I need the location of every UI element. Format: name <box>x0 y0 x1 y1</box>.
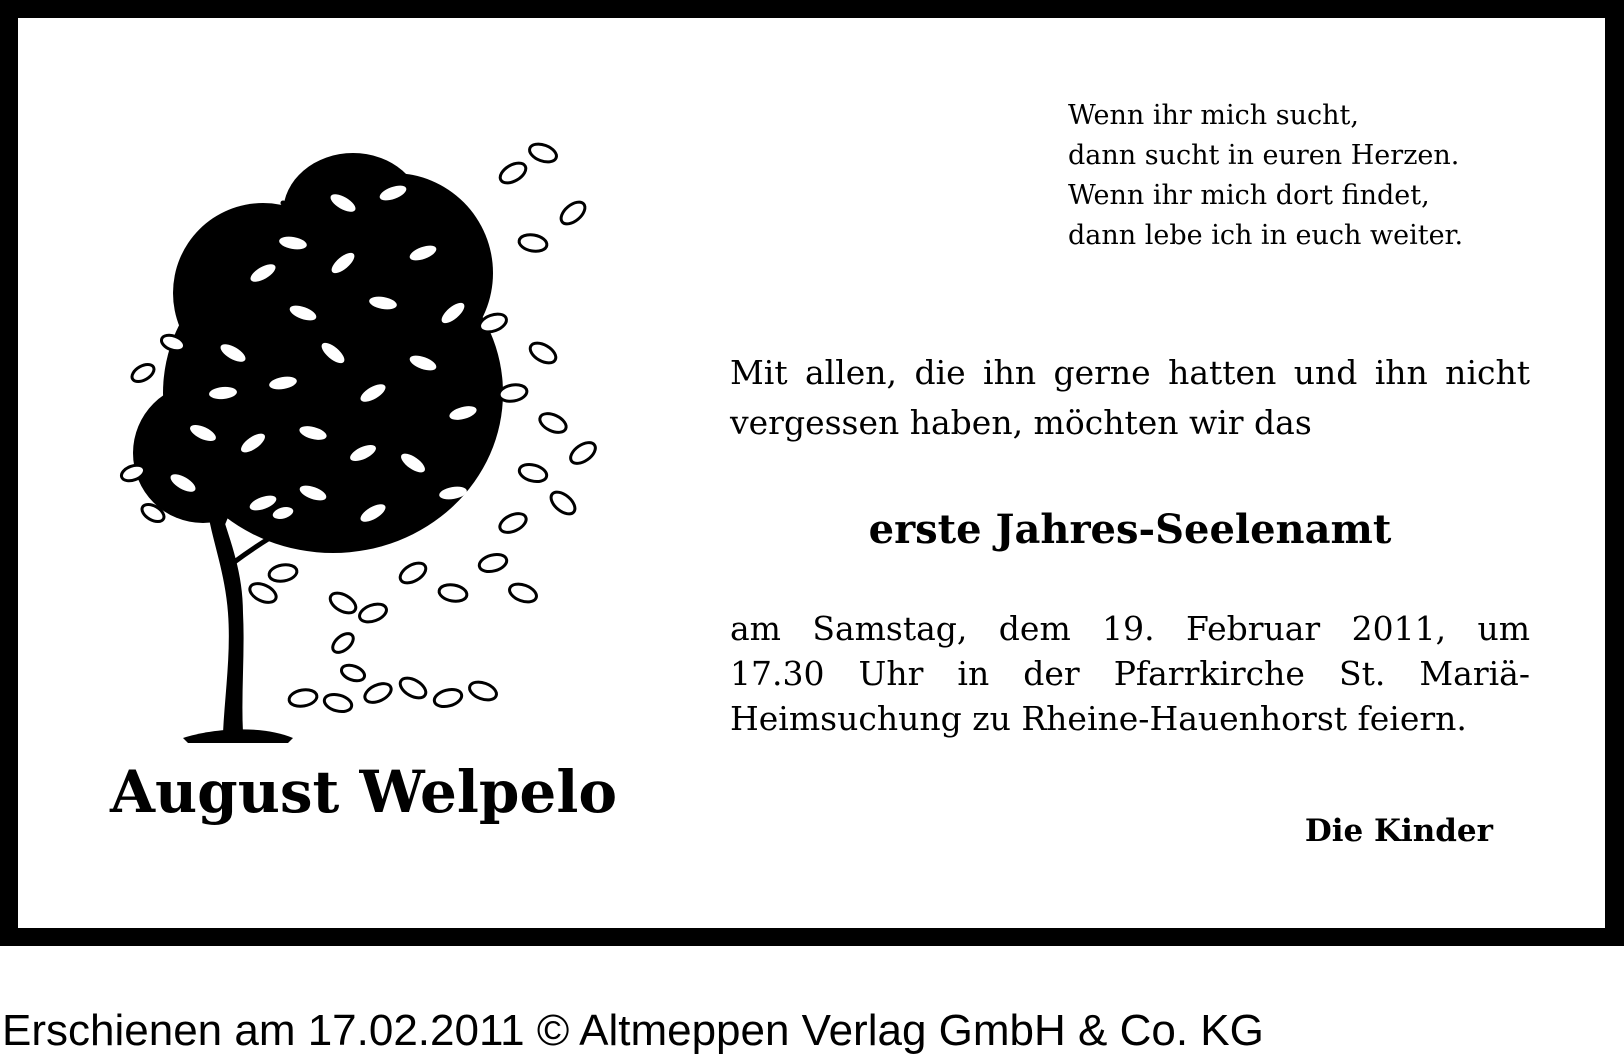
event-details <box>730 606 1530 741</box>
signature: Die Kinder <box>1304 813 1493 849</box>
intro-line: vergessen haben, möchten wir das <box>730 403 1312 442</box>
intro-text <box>730 348 1530 448</box>
poem-line: Wenn ihr mich sucht, <box>1068 100 1359 131</box>
obituary-notice <box>18 18 1605 928</box>
poem-line: dann sucht in euren Herzen. <box>1068 140 1460 171</box>
event-details-line: am Samstag, dem 19. Februar 2011, um <box>730 609 1530 648</box>
publication-caption: Erschienen am 17.02.2011 © Altmeppen Verlag GmbH & Co. KG <box>2 1006 1264 1055</box>
event-details-line: Heimsuchung zu Rheine-Hauenhorst feiern. <box>730 699 1467 738</box>
windblown-tree-icon <box>113 93 633 753</box>
poem <box>1068 96 1463 256</box>
deceased-name: August Welpelo <box>110 758 618 826</box>
event-title: erste Jahres-Seelenamt <box>868 506 1392 553</box>
event-details-line: 17.30 Uhr in der Pfarrkirche St. Mariä- <box>730 654 1530 693</box>
poem-line: dann lebe ich in euch weiter. <box>1068 220 1464 251</box>
poem-line: Wenn ihr mich dort findet, <box>1068 180 1430 211</box>
intro-line: Mit allen, die ihn gerne hatten und ihn nicht <box>730 353 1530 392</box>
